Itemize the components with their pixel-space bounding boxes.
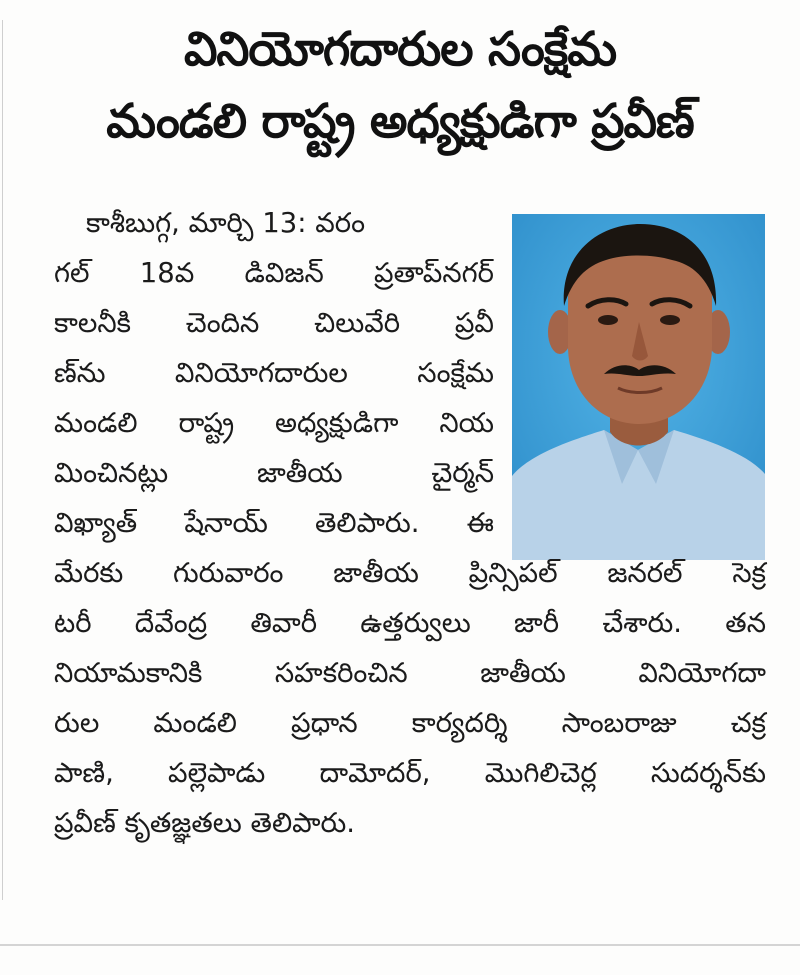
article-line: మండలి రాష్ట్ర అధ్యక్షుడిగా నియ (54, 407, 494, 439)
article-line: ప్రవీణ్ కృతజ్ఞతలు తెలిపారు. (54, 807, 356, 839)
article-line: పాణి, పల్లెపాడు దామోదర్, మొగిలిచెర్ల సుదర్శన్‌కు (54, 757, 766, 789)
article-line: మేరకు గురువారం జాతీయ ప్రిన్సిపల్ జనరల్ సెక్ర (54, 557, 766, 589)
bottom-divider (0, 944, 800, 946)
article-line: టరీ దేవేంద్ర తివారీ ఉత్తర్వులు జారీ చేశారు. తన (54, 607, 766, 639)
article-body (54, 198, 766, 848)
article-line: విఖ్యాత్ షేనాయ్ తెలిపారు. ఈ (54, 507, 494, 539)
article-line: కాశీబుగ్గ, మార్చి 13: వరం (86, 207, 366, 239)
article-line: కాలనీకి చెందిన చిలువేరి ప్రవీ (54, 307, 494, 339)
article-line: రుల మండలి ప్రధాన కార్యదర్శి సాంబరాజు చక్ర (54, 707, 766, 739)
article-line: మించినట్లు జాతీయ చైర్మన్ (54, 457, 494, 489)
headline-line-1: వినియోగదారుల సంక్షేమ (183, 22, 617, 77)
article-line: గల్ 18వ డివిజన్ ప్రతాప్‌నగర్ (54, 257, 494, 289)
column-divider (2, 20, 3, 900)
headline-line-2: మండలి రాష్ట్ర అధ్యక్షుడిగా ప్రవీణ్ (106, 94, 694, 149)
article-line: నియామకానికి సహకరించిన జాతీయ వినియోగదా (54, 657, 766, 689)
article-line: ణ్‌ను వినియోగదారుల సంక్షేమ (54, 357, 494, 389)
headline (20, 14, 780, 158)
